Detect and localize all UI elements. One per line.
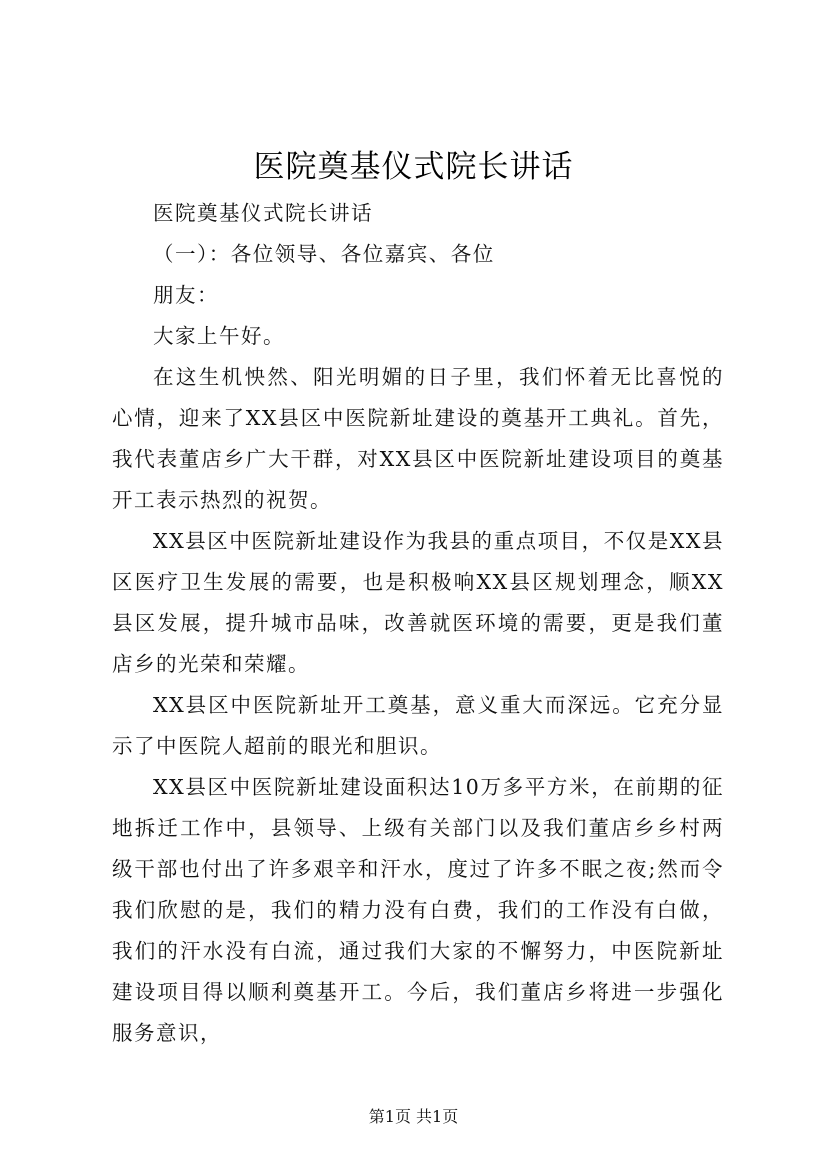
paragraph-body-3: XX县区中医院新址开工奠基，意义重大而深远。它充分显示了中医院人超前的眼光和胆识。 [112, 693, 724, 758]
paragraph-salutation-1: （一）：各位领导、各位嘉宾、各位 [153, 242, 495, 266]
paragraph-salutation-2: 朋友： [153, 283, 219, 307]
paragraph-body-1: 在这生机怏然、阳光明媚的日子里，我们怀着无比喜悦的心情，迎来了XX县区中医院新址建设的奠基开工典礼。首先，我代表董店乡广大干群，对XX县区中医院新址建设项目的奠基开工表示热烈的祝贺。 [112, 365, 724, 512]
paragraph-greeting: 大家上午好。 [153, 324, 285, 348]
document-body [112, 193, 724, 1054]
document-title: 医院奠基仪式院长讲话 [253, 149, 574, 185]
page-footer: 第1页 共1页 [368, 1107, 459, 1126]
paragraph-body-4: XX县区中医院新址建设面积达10万多平方米，在前期的征地拆迁工作中，县领导、上级有关部门以及我们董店乡乡村两级干部也付出了许多艰辛和汗水，度过了许多不眠之夜;然而令我们欣慰的是，我们的精力没有白费，我们的工作没有白做，我们的汗水没有白流，通过我们大家的不懈努力，中医院新址建设项目得以顺利奠基开工。今后，我们董店乡将进一步强化服务意识， [112, 775, 724, 1045]
paragraph-subtitle: 医院奠基仪式院长讲话 [153, 201, 373, 225]
paragraph-body-2: XX县区中医院新址建设作为我县的重点项目，不仅是XX县区医疗卫生发展的需要，也是积极响XX县区规划理念，顺XX县区发展，提升城市品味，改善就医环境的需要，更是我们董店乡的光荣和荣耀。 [112, 529, 724, 676]
